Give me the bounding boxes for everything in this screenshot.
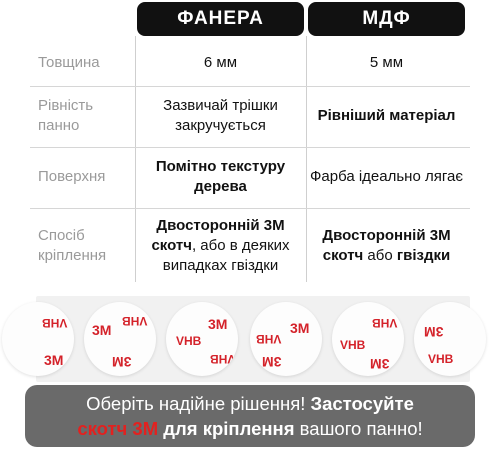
row-flatness	[0, 88, 500, 144]
plywood-value: Помітно текстуру дерева	[155, 158, 286, 195]
sticker-dot: VHB 3M VHB	[166, 302, 238, 376]
plywood-value-rest: , або в деяких випадках гвіздки	[162, 237, 290, 274]
row-divider	[30, 208, 470, 209]
call-to-action-banner	[25, 385, 475, 447]
header-plywood: ФАНЕРА	[137, 2, 304, 36]
banner-line-1: Оберіть надійне рішення! Застосуйте	[86, 393, 414, 414]
row-label: Поверхня	[38, 168, 106, 185]
plywood-value: Зазвичай трішки закручується	[163, 97, 278, 134]
tape-sticker-strip	[36, 296, 470, 382]
sticker-dot: 3M VHB	[414, 302, 486, 376]
mdf-value: 5 мм	[369, 54, 404, 71]
sticker-dot: VHB 3M	[2, 302, 74, 376]
mdf-value-mid: або	[363, 247, 397, 264]
row-mounting	[0, 210, 500, 282]
row-divider	[30, 147, 470, 148]
row-thickness	[0, 44, 500, 82]
row-divider	[30, 86, 470, 87]
sticker-dot: VHB VHB 3M	[332, 302, 404, 376]
plywood-value	[137, 210, 304, 282]
row-label: Товщина	[38, 54, 100, 71]
mdf-value: Рівніший матеріал	[317, 107, 456, 124]
row-label: Рівність панно	[38, 97, 94, 134]
row-surface	[0, 149, 500, 205]
mdf-value	[308, 210, 465, 282]
banner-line-2: скотч 3М для кріплення вашого панно!	[77, 418, 423, 439]
header-mdf: МДФ	[308, 2, 465, 36]
mdf-value-bold: Двосторонній 3М скотч	[322, 227, 451, 264]
sticker-dot: VHB 3M 3M	[250, 302, 322, 376]
sticker-dot: VHB 3M 3M	[84, 302, 156, 376]
mdf-value-bold2: гвіздки	[396, 247, 451, 264]
row-label: Спосіб кріплення	[38, 227, 107, 264]
plywood-value: 6 мм	[203, 54, 238, 71]
plywood-value-bold: Двосторонній 3М скотч	[151, 217, 285, 254]
mdf-value: Фарба ідеально лягає	[310, 168, 463, 185]
